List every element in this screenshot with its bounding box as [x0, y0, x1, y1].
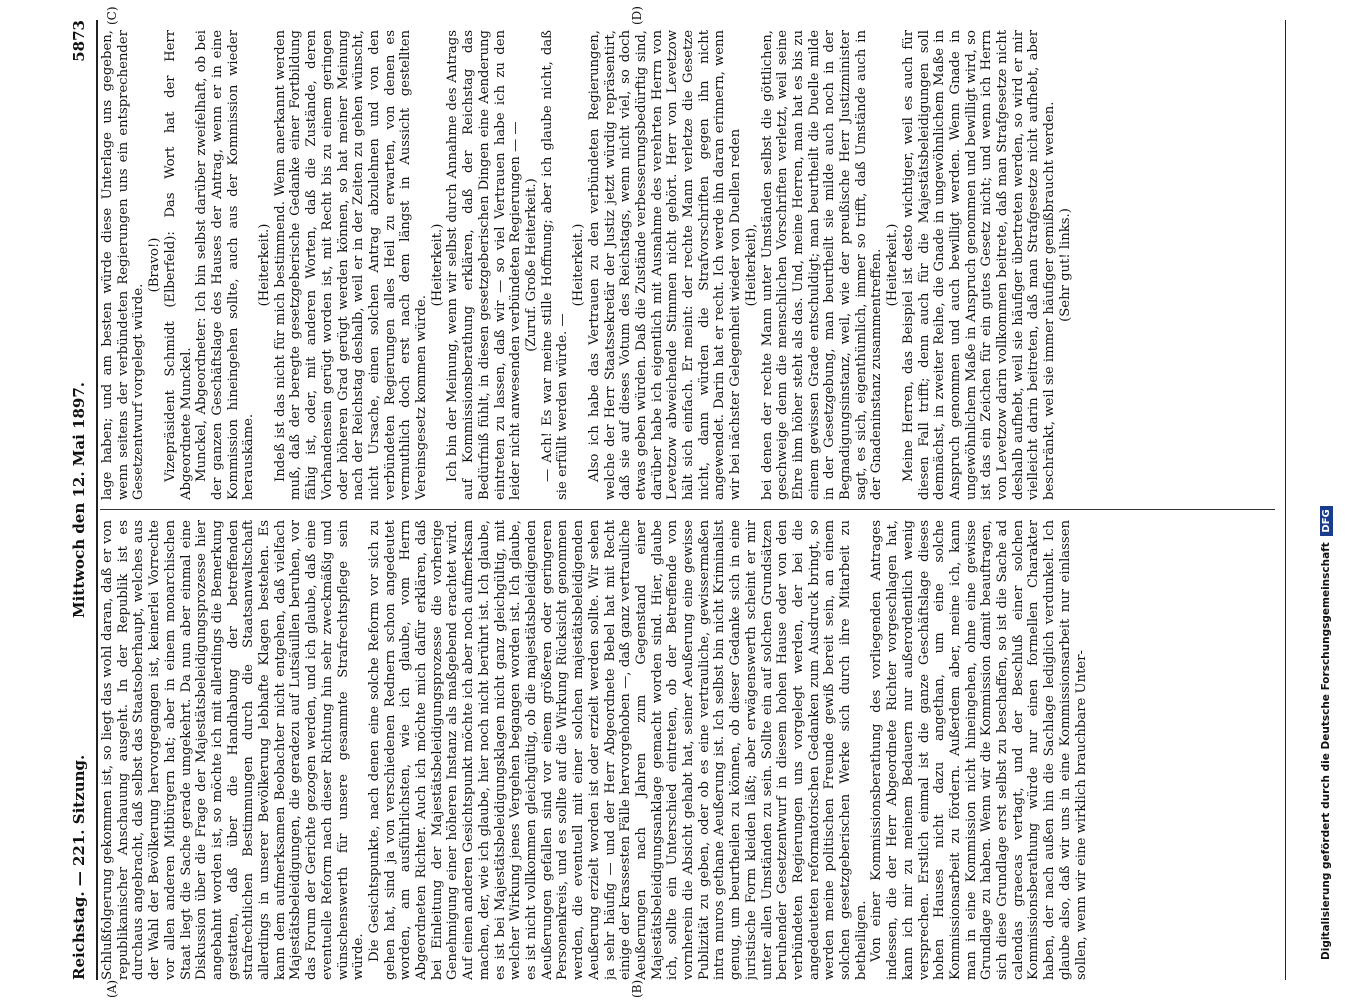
bottom-rule [1285, 20, 1286, 980]
paragraph: bei denen der rechte Mann unter Umständen selbst die göttlichen, geschweige denn die menschlichen Vorschriften verletzt, weil seine Ehre ihm höher steht als das. Und, meine Herren, man hat es bis zu einem gewissen Grade entschuldigt; man beurtheilt die Duelle milde in der Gesetzgebung, man beurtheilt sie milde auch noch in der Begnadigungsinstanz, weil, wie der preußische Herr Justizminister sagt, es sich, eigenthümlich, immer so trifft, daß Umstände auch in der Gnadeninstanz zusammentreffen. [759, 30, 885, 500]
margin-mark-b: (B) [630, 979, 644, 998]
interjection: (Heiterkeit.) [429, 223, 445, 307]
margin-mark-c: (C) [105, 6, 119, 25]
left-column [100, 520, 1280, 980]
paragraph: Schlußfolgerung gekommen ist, so liegt das wohl daran, daß er von republikanischer Anschauung ausgeht. In der Republik ist es durchaus angebracht, daß selbst das Staatsoberhaupt, welches aus der Wahl der Bevölkerung hervorgegangen ist, keinerlei Vorrechte vor allen anderen Mitbürgern hat; aber in einem monarchischen Staat liegt die Sache gerade umgekehrt. Da nun aber einmal eine Diskussion über die Frage der Majestätsbeleidigungsprozesse hier angebahnt worden ist, so möchte ich mit allerdings die Bemerkung gestatten, daß über die Handhabung der betreffenden strafrechtlichen Bestimmungen durch die Staatsanwaltschaft allerdings in unserer Bevölkerung lebhafte Klagen bestehen. Es kann dem aufmerksamen Beobachter nicht entgehen, daß vielfach Majestätsbeleidigungen, die geradezu auf Lutsäuillen beruhen, vor das Forum der Gerichte gezogen werden, und ich glaube, daß eine eventuelle Reform nach dieser Richtung hin sehr zweckmäßig und wünschenswerth für unsere gesammte Strafrechtspflege sein würde. [100, 520, 367, 980]
page-number: 5873 [70, 20, 88, 62]
speaker-line: Vizepräsident Schmidt (Elberfeld): Das Wort hat der Herr Abgeordnete Munckel. [162, 30, 194, 500]
header-rule [96, 20, 98, 980]
page-header [60, 20, 94, 980]
paragraph: Indeß ist das nicht für mich bestimmend. Wenn anerkannt werden muß, daß der beregte gesetzgeberische Gedanke einer Fortbildung fähig ist, oder, mit anderen Worten, daß die Zustände, deren Vorhandensein gerügt worden ist, mit Recht bis zu einem geringen oder höheren Grad gerügt werden können, so hat meiner Meinung nach der Reichstag deshalb, weil er in der Zeiten zu gehen wünscht, nicht Ursache, einen solchen Antrag abzulehnen und von den verbündeten Regierungen alles Heil zu erwarten, von denen es vermuthlich doch erst nach dem längst in Aussicht gestellten Vereinsgesetz kommen würde. [272, 30, 430, 500]
interjection: (Heiterkeit.) [257, 223, 273, 307]
interjection: (Sehr gut! links.) [1057, 208, 1073, 322]
header-left: Reichstag. — 221. Sitzung. [70, 754, 88, 980]
paragraph: Ich bin der Meinung, wenn wir selbst durch Annahme des Antrags auf Kommissionsberathung erklären, daß der Reichstag das Bedürfniß fühlt, in diesen gesetzgeberischen Dingen eine Aenderung eintreten zu lassen, daß wir — so viel Vertrauen habe ich zu den leider nicht anwesenden verbündeten Regierungen — — [445, 30, 524, 500]
paragraph: lage haben; und am besten würde diese Unterlage uns gegeben, wenn seitens der verbündeten Regierungen uns ein entsprechender Gesetzentwurf vorgelegt würde. [100, 30, 147, 500]
margin-mark-d: (D) [630, 6, 644, 25]
interjection: (Bravo!) [147, 237, 163, 293]
paragraph: Von einer Kommissionsberathung des vorliegenden Antrages indessen, die der Herr Abgeordnete Richter vorgeschlagen hat, kann ich mir zu meinem Bedauern nur außerordentlich wenig versprechen. Erstlich einmal ist die ganze Geschäftslage dieses hohen Hauses nicht dazu angethan, um eine solche Kommissionsarbeit zu fördern. Außerdem aber, meine ich, kann man in eine Kommission nicht hineingehen, ohne eine gewisse Grundlage zu haben. Wenn wir die Kommission damit beauftragen, sich diese Grundlage erst selbst zu beschaffen, so ist die Sache ad calendas graecas vertagt, und der Beschluß einer solchen Kommissionsberathung würde nur einen formellen Charakter haben, der nach außen hin die Sachlage lediglich verdunkelt. Ich glaube also, daß wir uns in eine Kommissionsarbeit nur einlassen sollen, wenn wir eine wirklich brauchbare Unter- [869, 520, 1089, 980]
paragraph: Meine Herren, das Beispiel ist desto wichtiger, weil es auch für diesen Fall trifft; denn auch für die Majestätsbeleidigungen soll demnächst, in zweiter Reihe, die Gnade in ungewöhnlichem Maße in Anspruch genommen und auch bewilligt werden. Wenn Gnade in ungewöhnlichem Maße in Anspruch genommen und bewilligt wird, so ist das ein Zeichen für ein gutes Gesetz nicht; und wenn ich Herrn von Levetzow darin vollkommen beitrete, daß man Strafgesetze nicht deshalb aufhebt, weil sie häufiger übertreten werden, so wird er mir vielleicht darin beitreten, daß man Strafgesetze nicht aufhebt, aber beschränkt, weil sie immer häufiger gemißbraucht werden. [900, 30, 1058, 500]
digitization-note [1320, 260, 1333, 960]
right-column [100, 30, 1280, 500]
digitization-text: Digitalisierung gefördert durch die Deutsche Forschungsgemeinschaft [1320, 542, 1332, 960]
interjection: (Heiterkeit), [743, 223, 759, 307]
paragraph: — Ach! Es war meine stille Hoffnung; aber ich glaube nicht, daß sie erfüllt werden würde. — [539, 30, 571, 500]
paragraph: Also ich habe das Vertrauen zu den verbündeten Regierungen, welche der Herr Staatssekretär der Justiz jetzt würdig repräsentirt, daß sie auf dieses Votum des Reichstags, wenn nicht viel, so doch etwas geben würden. Daß die Zustände verbesserungsbedürftig sind, darüber habe ich eigentlich mit Ausnahme des verehrten Herrn von Levetzow abweichende Stimmen nicht gehört. Herr von Levetzow hält sich einfach. Er meint: der rechte Mann verletze die Gesetze nicht, dann würden die Strafvorschriften gegen ihn nicht angewendet. Darin hat er recht. Ich werde ihn daran erinnern, wenn wir bei nächster Gelegenheit wieder von Duellen reden [586, 30, 744, 500]
header-date: Mittwoch den 12. Mai 1897. [70, 381, 88, 619]
paragraph: Munckel, Abgeordneter: Ich bin selbst darüber zweifelhaft, ob bei der ganzen Geschäftslage des Hauses der Antrag, wenn er in eine Kommission hineingehen sollte, auch aus der Kommission wieder herauskäme. [194, 30, 257, 500]
interjection: (Heiterkeit.) [571, 223, 587, 307]
margin-mark-a: (A) [105, 979, 119, 998]
dfg-logo: DFG [1320, 506, 1333, 535]
interjection: (Heiterkeit.) [885, 223, 901, 307]
column-divider [100, 509, 1275, 510]
interjection: (Zuruf. Große Heiterkeit.) [523, 178, 539, 352]
paragraph: Die Gesichtspunkte, nach denen eine solche Reform vor sich zu gehen hat, sind ja von verschiedenen Rednern schon angedeutet worden, am ausführlichsten, wie ich glaube, vom Herrn Abgeordneten Richter. Auch ich möchte mich dafür erklären, daß bei Einleitung der Majestätsbeleidigungsprozesse die vorherige Genehmigung einer höheren Instanz als maßgebend erachtet wird. Auf einen anderen Gesichtspunkt möchte ich aber noch aufmerksam machen, der, wie ich glaube, hier noch nicht berührt ist. Ich glaube, es ist bei Majestätsbeleidigungsklagen nicht ganz gleichgültig, mit welcher Wirkung jenes Vergehen begangen worden ist. Ich glaube, es ist nicht vollkommen gleichgültig, ob die majestätsbeleidigenden Aeußerungen gefallen sind vor einem größeren oder geringeren Personenkreis, und es sollte auf die Wirkung Rücksicht genommen werden, die eventuell mit einer solchen majestätsbeleidigenden Aeußerung erzielt worden ist oder erzielt werden sollte. Wir sehen ja sehr häufig — und der Herr Abgeordnete Bebel hat mit Recht einige der krassesten Fälle hervorgehoben —, daß ganz vertrauliche Aeußerungen nach Jahren zum Gegenstand einer Majestätsbeleidigungsanklage gemacht worden sind. Hier, glaube ich, sollte ein Unterschied eintreten, ob der Betreffende von vornherein die Absicht gehabt hat, seiner Aeußerung eine gewisse Publizität zu geben, oder ob es eine vertrauliche, gewissermaßen intra muros gethane Aeußerung ist. Ich selbst bin nicht Kriminalist genug, um beurtheilen zu können, ob dieser Gedanke sich in eine juristische Form kleiden läßt; aber erwägenswerth scheint er mir unter allen Umständen zu sein. Sollte ein auf solchen Grundsätzen beruhender Gesetzentwurf in diesem hohen Hause oder von den verbündeten Regierungen uns vorgelegt werden, der bei die angedeuteten reformatorischen Gedanken zum Ausdruck bringt, so werden meine politischen Freunde gewiß bereit sein, an einem solchen gesetzgeberischen Werke sich durch ihre Mitarbeit zu betheiligen. [366, 520, 869, 980]
